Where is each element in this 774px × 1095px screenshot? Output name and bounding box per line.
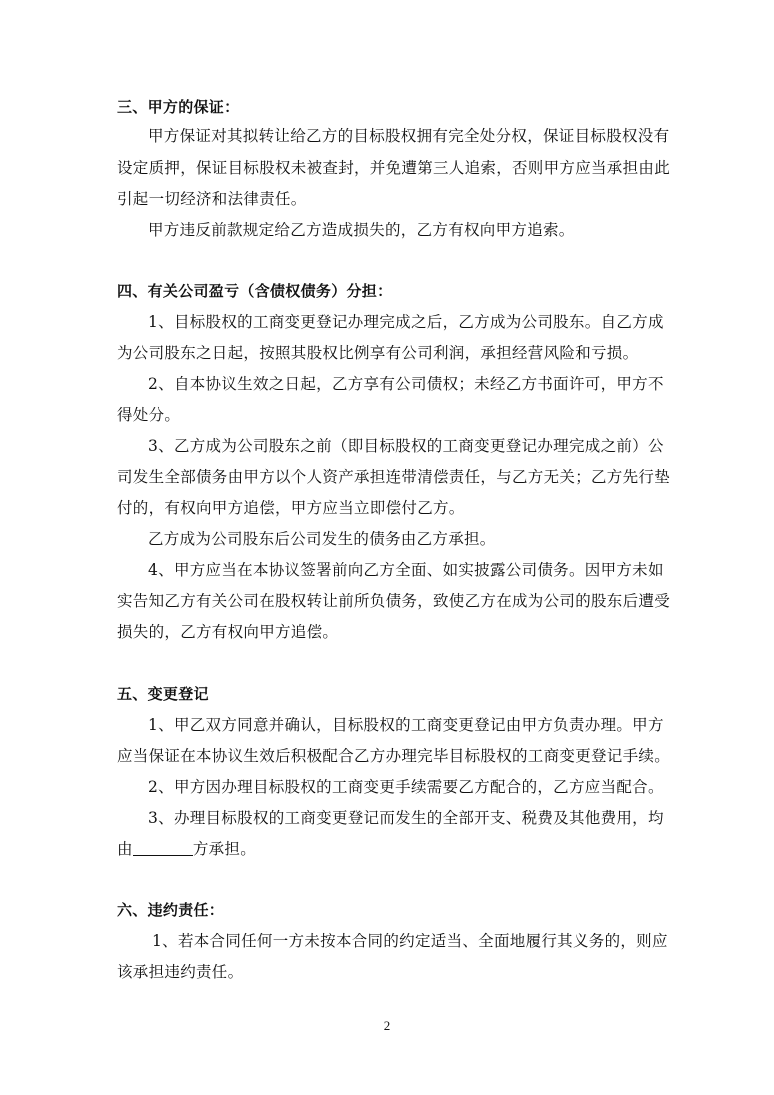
paragraph-line: 损失的，乙方有权向甲方追偿。: [117, 623, 339, 641]
section-3-heading: 三、甲方的保证：: [117, 98, 240, 116]
paragraph-line: 1、甲乙双方同意并确认，目标股权的工商变更登记由甲方负责办理。甲方: [148, 716, 664, 734]
text-fragment: 由: [117, 840, 133, 858]
paragraph-line: 引起一切经济和法律责任。: [117, 190, 307, 208]
page-number: 2: [383, 1018, 391, 1033]
text-fragment: 方承担。: [192, 840, 257, 858]
paragraph-line: 应当保证在本协议生效后积极配合乙方办理完毕目标股权的工商变更登记手续。: [117, 747, 671, 765]
paragraph-line: 实告知乙方有关公司在股权转让前所负债务，致使乙方在成为公司的股东后遭受: [117, 592, 671, 610]
paragraph-line: 得处分。: [117, 406, 181, 424]
fill-in-blank: [133, 841, 193, 856]
paragraph-line: 2、甲方因办理目标股权的工商变更手续需要乙方配合的，乙方应当配合。: [148, 778, 664, 796]
paragraph-line: 3、乙方成为公司股东之前（即目标股权的工商变更登记办理完成之前）公: [148, 437, 664, 455]
paragraph-line: 为公司股东之日起，按照其股权比例享有公司利润，承担经营风险和亏损。: [117, 344, 639, 362]
paragraph-line: 乙方成为公司股东后公司发生的债务由乙方承担。: [148, 530, 496, 548]
paragraph-line: 3、办理目标股权的工商变更登记而发生的全部开支、税费及其他费用，均: [148, 809, 664, 827]
section-5-heading: 五、变更登记: [117, 685, 209, 703]
paragraph-line: [117, 839, 256, 859]
paragraph-line: 1、若本合同任何一方未按本合同的约定适当、全面地履行其义务的，则应: [152, 932, 668, 950]
section-4-heading: 四、有关公司盈亏（含债权债务）分担：: [117, 282, 393, 300]
paragraph-line: 2、自本协议生效之日起，乙方享有公司债权；未经乙方书面许可，甲方不: [148, 375, 664, 393]
paragraph-line: 设定质押，保证目标股权未被查封，并免遭第三人追索，否则甲方应当承担由此: [117, 159, 671, 177]
paragraph-line: 1、目标股权的工商变更登记办理完成之后，乙方成为公司股东。自乙方成: [148, 313, 664, 331]
section-6-heading: 六、违约责任：: [117, 901, 225, 919]
paragraph-line: 4、甲方应当在本协议签署前向乙方全面、如实披露公司债务。因甲方未如: [148, 561, 664, 579]
paragraph-line: 甲方保证对其拟转让给乙方的目标股权拥有完全处分权，保证目标股权没有: [148, 127, 670, 145]
paragraph-line: 该承担违约责任。: [117, 963, 244, 981]
paragraph-line: 司发生全部债务由甲方以个人资产承担连带清偿责任，与乙方无关；乙方先行垫: [117, 468, 671, 486]
paragraph-line: 甲方违反前款规定给乙方造成损失的，乙方有权向甲方追索。: [148, 221, 575, 239]
paragraph-line: 付的，有权向甲方追偿，甲方应当立即偿付乙方。: [117, 499, 465, 517]
